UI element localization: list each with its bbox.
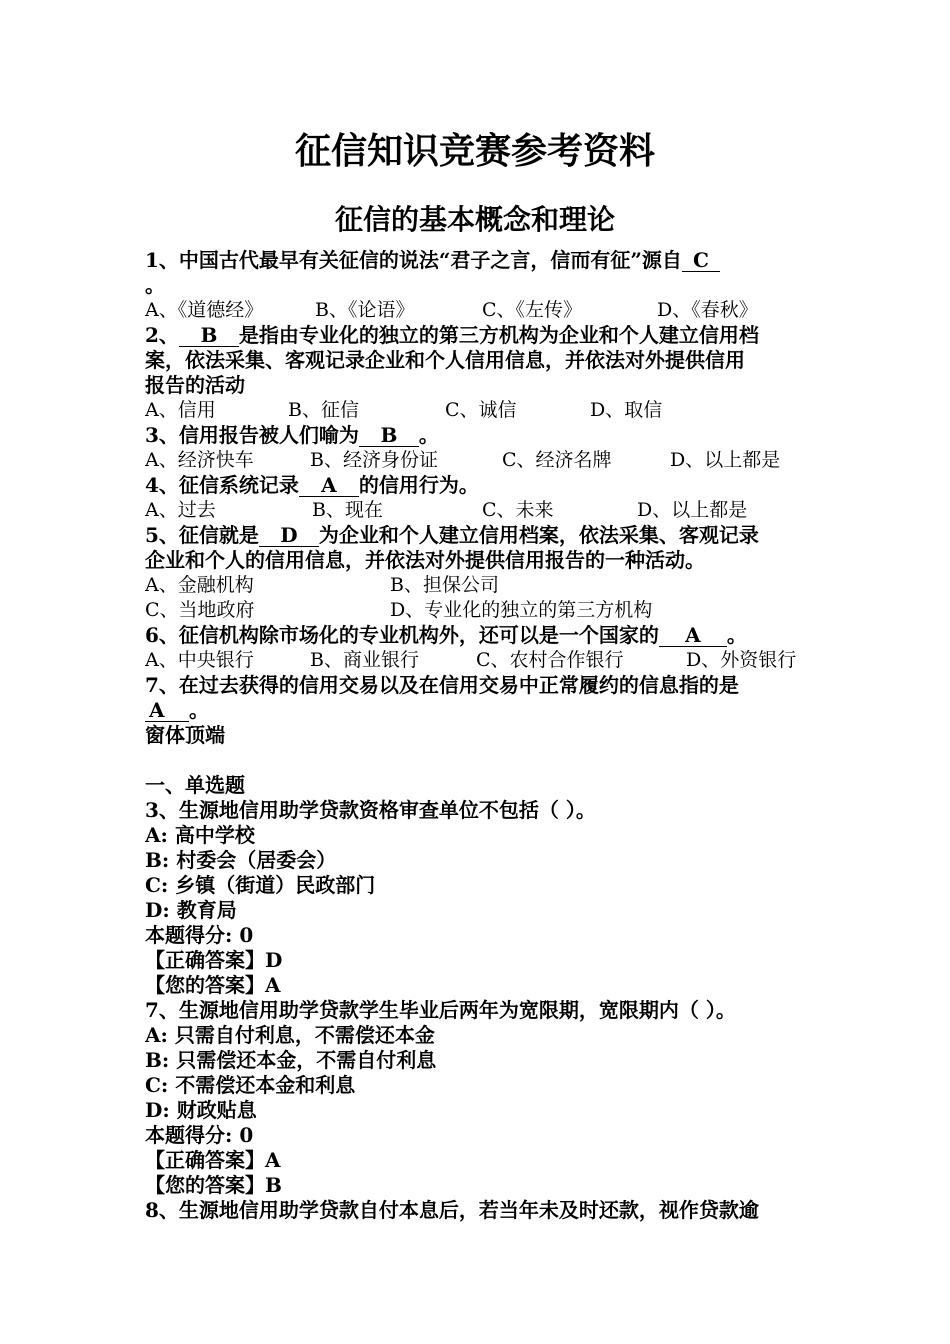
mcq-option: A: 高中学校 xyxy=(145,823,255,847)
correct-answer: 【正确答案】D xyxy=(145,948,283,972)
question-1-options: A、《道德经》 B、《论语》 C、《左传》 D、《春秋》 xyxy=(145,299,758,321)
mcq-question: 3、生源地信用助学贷款资格审查单位不包括（ ）。 xyxy=(145,798,596,822)
mcq-option: B: 只需偿还本金，不需自付利息 xyxy=(145,1048,437,1072)
document-title: 征信知识竞赛参考资料 xyxy=(294,131,655,172)
section-heading: 一、单选题 xyxy=(145,773,245,797)
your-answer: 【您的答案】A xyxy=(145,973,281,997)
question-2-options: A、信用 B、征信 C、诚信 D、取信 xyxy=(145,399,663,421)
mcq-option: C: 乡镇（街道）民政部门 xyxy=(145,873,376,897)
question-6: 6、征信机构除市场化的专业机构外，还可以是一个国家的 A 。 xyxy=(145,623,747,647)
answer-blank: C xyxy=(682,249,720,272)
question-4: 4、征信系统记录 A 的信用行为。 xyxy=(145,473,479,497)
question-4-options: A、过去 B、现在 C、未来 D、以上都是 xyxy=(145,499,748,521)
mcq-option: D: 教育局 xyxy=(145,898,237,922)
question-6-options: A、中央银行 B、商业银行 C、农村合作银行 D、外资银行 xyxy=(145,649,797,671)
mcq-option: D: 财政贴息 xyxy=(145,1098,257,1122)
question-1-tail: 。 xyxy=(145,273,165,297)
answer-blank: A xyxy=(659,624,727,647)
document-body: 1、中国古代最早有关征信的说法“君子之言，信而有征”源自 C 。 A、《道德经》 B、《论语》 C、《左传》 D、《春秋》 2、 B 是指由专业化的独立的第三方机构为企业和个人建立信用档 案，依法采集、客观记录企业和个人信用信息，并依法对外提供信用 报告的活动 A、信用 B、征信 C、诚信 D、取信 3、信用报告被人们喻为 B 。 A、经济快车 B、经济身份证 C、经济名牌 D、以上都是 4、征信系统记录 A 的信用行为。 A、过去 B、现在 C、未来 D、以上都是 5、征信就是 D 为企业和个人建立信用档案，依法采集、客观记录 企业和个人的信用信息，并依法对外提供信用报告的一种活动。 A、金融机构 B、担保公司 C、当地政府 D、专业化的独立的第三方机构 6、征信机构除市场化的专业机构外，还可以是一个国家的 A 。 A、中央银行 B、商业银行 C、农村合作银行 D、外资银行 7、在过去获得的信用交易以及在信用交易中正常履约的信息指的是 A 。 窗体顶端 一、单选题 3、生源地信用助学贷款资格审查单位不包括（ ）。 A: 高中学校 B: 村委会（居委会） C: 乡镇（街道）民政部门 D: 教育局 本题得分: 0 【正确答案】D 【您的答案】A 7、生源地信用助学贷款学生毕业后两年为宽限期，宽限期内（ ）。 A: 只需自付利息，不需偿还本金 B: 只需偿还本金，不需自付利息 C: 不需偿还本金和利息 D: 财政贴息 本题得分: 0 【正确答案】A 【您的答案】B 8、生源地信用助学贷款自付本息后，若当年未及时还款，视作贷款逾 xyxy=(145,248,810,1223)
question-1: 1、中国古代最早有关征信的说法“君子之言，信而有征”源自 C xyxy=(145,248,810,273)
score-line: 本题得分: 0 xyxy=(145,923,254,947)
mcq-option: A: 只需自付利息，不需偿还本金 xyxy=(145,1023,435,1047)
correct-answer: 【正确答案】A xyxy=(145,1148,281,1172)
mcq-option: B: 村委会（居委会） xyxy=(145,848,337,872)
answer-blank: A xyxy=(145,699,189,722)
window-top-label: 窗体顶端 xyxy=(145,723,225,747)
question-2: 2、 B 是指由专业化的独立的第三方机构为企业和个人建立信用档 xyxy=(145,323,759,347)
question-5: 5、征信就是 D 为企业和个人建立信用档案，依法采集、客观记录 xyxy=(145,523,759,547)
section-subtitle: 征信的基本概念和理论 xyxy=(334,203,615,236)
question-7: 7、在过去获得的信用交易以及在信用交易中正常履约的信息指的是 xyxy=(145,673,739,697)
question-7-tail: A 。 xyxy=(145,698,810,723)
score-line: 本题得分: 0 xyxy=(145,1123,254,1147)
question-3-options: A、经济快车 B、经济身份证 C、经济名牌 D、以上都是 xyxy=(145,449,781,471)
answer-blank: B xyxy=(179,324,239,347)
question-5-options-row2: C、当地政府 D、专业化的独立的第三方机构 xyxy=(145,599,653,621)
answer-blank: D xyxy=(259,524,319,547)
answer-blank: B xyxy=(359,424,419,447)
question-3: 3、信用报告被人们喻为 B 。 xyxy=(145,423,439,447)
your-answer: 【您的答案】B xyxy=(145,1173,282,1197)
answer-blank: A xyxy=(299,474,359,497)
mcq-question: 7、生源地信用助学贷款学生毕业后两年为宽限期，宽限期内（ ）。 xyxy=(145,998,736,1022)
mcq-option: C: 不需偿还本金和利息 xyxy=(145,1073,356,1097)
mcq-question: 8、生源地信用助学贷款自付本息后，若当年未及时还款，视作贷款逾 xyxy=(145,1198,759,1222)
question-5-options-row1: A、金融机构 B、担保公司 xyxy=(145,574,499,596)
